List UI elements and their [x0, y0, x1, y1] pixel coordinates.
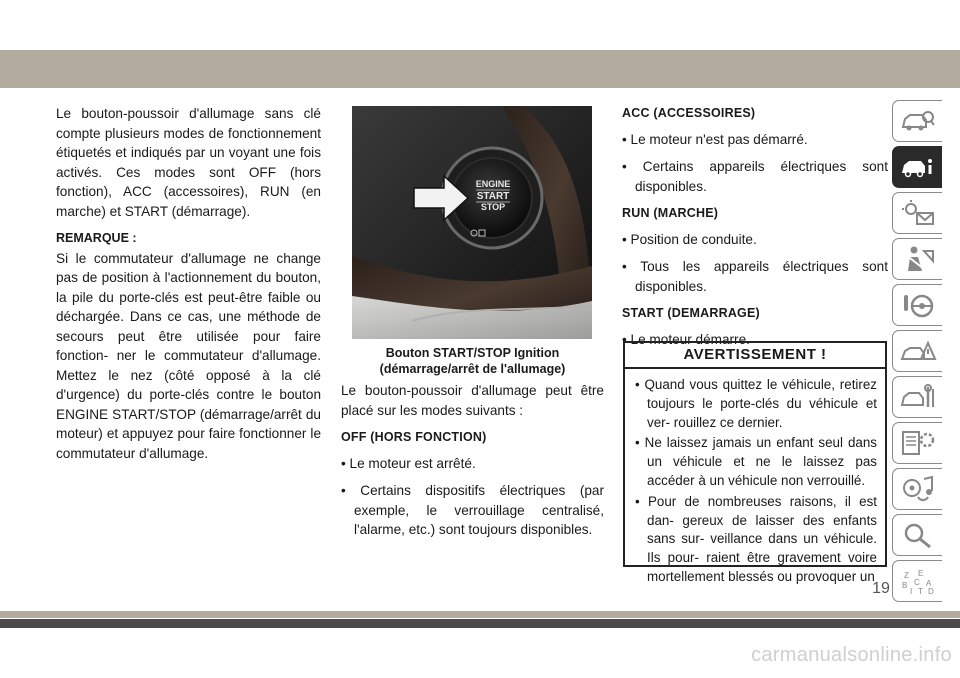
warning-box: [623, 341, 887, 584]
roadside-warning-icon: [900, 337, 936, 365]
watermark: carmanualsonline.info: [751, 644, 952, 666]
column-left: [56, 104, 321, 471]
off-heading: OFF (HORS FONCTION): [341, 430, 487, 444]
tab-starting-operating[interactable]: [892, 284, 942, 326]
start-heading: START (DEMARRAGE): [622, 306, 760, 320]
tab-multimedia[interactable]: [892, 468, 942, 510]
svg-text:D: D: [927, 587, 934, 596]
button-label-engine: ENGINE: [475, 179, 511, 189]
column-middle: [341, 381, 604, 548]
tab-specifications[interactable]: [892, 422, 942, 464]
warning-lights-message-icon: [900, 199, 936, 227]
off-item: • Certains dispositifs électriques (par exemple, le verrouillage centralisé, l'alarme, etc.) sont toujours disponibles.: [341, 483, 604, 537]
warning-item: • Pour de nombreuses raisons, il est dan- gereux de laisser des enfants sans sur- veillance dans un véhicule. Ils pour- raient être gravement voire mortellement blessés ou provoquer un: [635, 493, 877, 584]
run-item: • Tous les appareils électriques sont disponibles.: [622, 259, 888, 294]
svg-text:A: A: [925, 579, 931, 588]
note-paragraph: Si le commutateur d'allumage ne change pas de position à l'actionnement du bouton, la pile du porte-clés est peut-être faible ou déchargée. Dans ce cas, une méthode de secours peut être utilisée pour faire fonction- ner le commutateur d'allumage. Mettez le nez (côté opposé à la clé d'urgence) du porte-clés contre le bouton ENGINE START/STOP (démarrage/arrêt du moteur) et appuyez pour faire fonctionner le commutateur d'allumage.: [56, 250, 321, 461]
run-item: • Position de conduite.: [622, 231, 757, 247]
tab-warning-lights[interactable]: [892, 192, 942, 234]
start-item: • Le moteur démarre.: [622, 331, 750, 347]
tab-emergency[interactable]: [892, 330, 942, 372]
svg-text:T: T: [917, 587, 923, 596]
start-stop-button-photo: [352, 106, 592, 339]
tab-car-info[interactable]: [892, 146, 942, 188]
note-title: REMARQUE :: [56, 231, 137, 245]
figure-caption: [341, 345, 604, 377]
intro-paragraph: Le bouton-poussoir d'allumage sans clé compte plusieurs modes de fonctionnement étiquetés et indiqués par un voyant une fois activés. Ces modes sont OFF (hors fonction), ACC (accessoires), RUN (en marche) et START (démarrage).: [56, 106, 321, 219]
tab-languages[interactable]: [892, 560, 942, 602]
warning-list: [625, 369, 885, 587]
svg-text:Z: Z: [903, 571, 909, 580]
tab-safety[interactable]: [892, 238, 942, 280]
warning-title: AVERTISSEMENT !: [625, 343, 885, 369]
column-right: [622, 104, 888, 357]
page-number: 19: [872, 580, 890, 597]
warning-item: • Ne laissez jamais un enfant seul dans un véhicule et ne le laissez pas accéder à un véhicule non verrouillé.: [635, 435, 877, 488]
caption-line-2: (démarrage/arrêt de l'allumage): [379, 362, 566, 376]
index-search-icon: [900, 521, 936, 549]
bottom-band-dark: [0, 619, 960, 628]
tab-maintenance[interactable]: [892, 376, 942, 418]
specifications-icon: [900, 429, 936, 457]
svg-text:B: B: [901, 581, 907, 590]
tab-car-search[interactable]: [892, 100, 942, 142]
car-info-icon: [900, 153, 936, 181]
languages-icon: [900, 567, 936, 595]
bottom-band-light: [0, 611, 960, 618]
warning-item: • Quand vous quittez le véhicule, retirez toujours le porte-clés du véhicule et ver- rouillez ce dernier.: [635, 377, 877, 430]
acc-item: • Certains appareils électriques sont disponibles.: [622, 159, 888, 194]
acc-item: • Le moteur n'est pas démarré.: [622, 131, 808, 147]
start-stop-photo-graphic: [352, 106, 592, 339]
multimedia-icon: [900, 475, 936, 503]
acc-heading: ACC (ACCESSOIRES): [622, 106, 756, 120]
steering-wheel-icon: [900, 291, 936, 319]
svg-text:E: E: [917, 569, 923, 578]
car-maintenance-icon: [900, 383, 936, 411]
svg-text:C: C: [913, 578, 920, 587]
modes-intro: Le bouton-poussoir d'allumage peut être placé sur les modes suivants :: [341, 383, 604, 418]
chapter-tabs: [892, 100, 944, 606]
svg-text:I: I: [909, 587, 912, 596]
run-heading: RUN (MARCHE): [622, 206, 719, 220]
top-band: [0, 50, 960, 88]
off-item: • Le moteur est arrêté.: [341, 455, 476, 471]
car-search-icon: [900, 107, 936, 135]
button-label-start: START: [476, 191, 510, 202]
caption-line-1: Bouton START/STOP Ignition: [385, 346, 560, 360]
tab-index[interactable]: [892, 514, 942, 556]
seatbelt-airbag-icon: [900, 245, 936, 273]
button-label-stop: STOP: [480, 202, 506, 212]
